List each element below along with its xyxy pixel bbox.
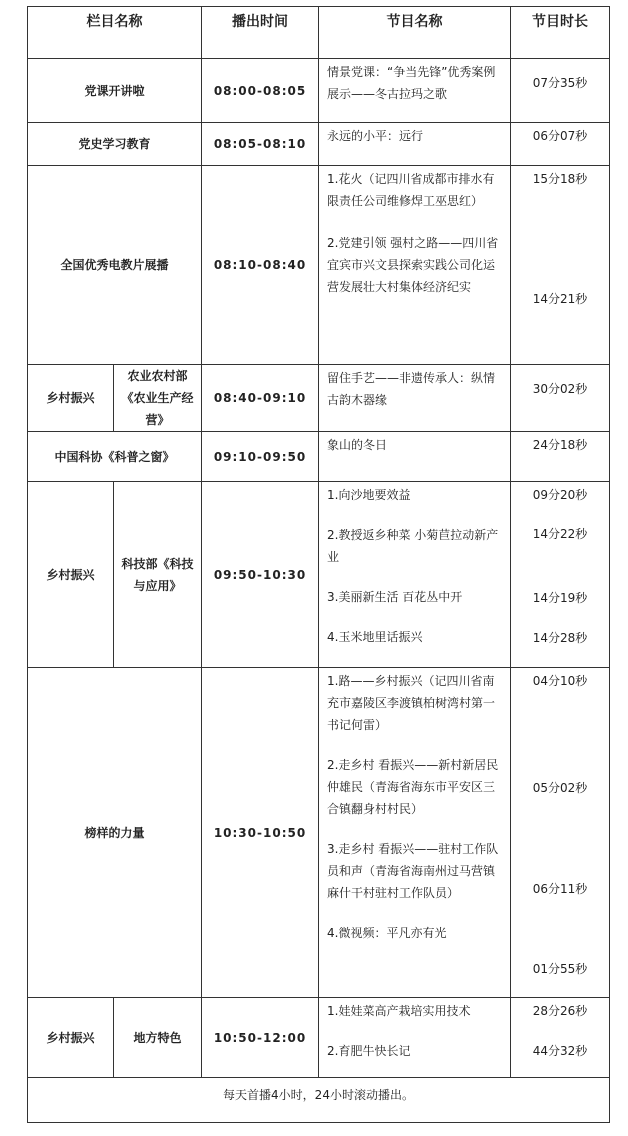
duration: 30分02秒 xyxy=(532,382,588,396)
table-row xyxy=(28,166,610,365)
duration: 05分02秒 xyxy=(532,781,588,795)
table-row xyxy=(28,482,610,668)
footer-note: 每天首播4小时，24小时滚动播出。 xyxy=(28,1078,610,1123)
program-list xyxy=(319,668,511,998)
duration: 14分28秒 xyxy=(532,631,588,645)
air-time: 08:05-08:10 xyxy=(202,123,319,166)
program-list xyxy=(319,482,511,668)
duration: 01分55秒 xyxy=(532,962,588,976)
table-row xyxy=(28,365,610,432)
program-name: 4.微视频：平凡亦有光 xyxy=(327,926,447,940)
program-name: 2.走乡村 看振兴——新村新居民仲雄民（青海省海东市平安区三合镇翻身村村民） xyxy=(327,758,499,816)
program-list xyxy=(319,123,511,166)
column-name: 全国优秀电教片展播 xyxy=(28,166,202,365)
program-name: 1.向沙地要效益 xyxy=(327,488,411,502)
program-name: 3.美丽新生活 百花丛中开 xyxy=(327,590,463,604)
program-name: 留住手艺——非遗传承人：纵情古韵木器缘 xyxy=(327,371,496,407)
footer-row xyxy=(28,1078,610,1123)
duration: 15分18秒 xyxy=(532,172,588,186)
sub-column-name: 科技部《科技与应用》 xyxy=(114,482,202,668)
air-time: 09:10-09:50 xyxy=(202,432,319,482)
program-name: 1.娃娃菜高产栽培实用技术 xyxy=(327,1004,471,1018)
program-list xyxy=(319,365,511,432)
sub-column-name: 农业农村部《农业生产经营》 xyxy=(114,365,202,432)
column-name: 中国科协《科普之窗》 xyxy=(28,432,202,482)
duration-list xyxy=(511,123,610,166)
header-air-time: 播出时间 xyxy=(202,7,319,59)
duration-list xyxy=(511,998,610,1078)
duration: 24分18秒 xyxy=(532,438,588,452)
duration-list xyxy=(511,59,610,123)
duration-list xyxy=(511,166,610,365)
program-name: 1.花火（记四川省成都市排水有限责任公司维修焊工巫思红） xyxy=(327,172,495,208)
air-time: 08:00-08:05 xyxy=(202,59,319,123)
duration-list xyxy=(511,668,610,998)
header-duration: 节目时长 xyxy=(511,7,610,59)
column-group: 乡村振兴 xyxy=(28,365,114,432)
column-name: 党史学习教育 xyxy=(28,123,202,166)
program-name: 2.育肥牛快长记 xyxy=(327,1044,411,1058)
duration: 14分22秒 xyxy=(532,527,588,541)
table-row xyxy=(28,432,610,482)
program-list xyxy=(319,998,511,1078)
program-list xyxy=(319,59,511,123)
program-list xyxy=(319,432,511,482)
air-time: 10:50-12:00 xyxy=(202,998,319,1078)
duration: 06分11秒 xyxy=(532,882,588,896)
table-row xyxy=(28,59,610,123)
duration: 04分10秒 xyxy=(532,674,588,688)
program-name: 1.路——乡村振兴（记四川省南充市嘉陵区李渡镇柏树湾村第一书记何雷） xyxy=(327,674,496,732)
column-group: 乡村振兴 xyxy=(28,998,114,1078)
header-column-name: 栏目名称 xyxy=(28,7,202,59)
program-name: 情景党课：“争当先锋”优秀案例展示——冬古拉玛之歌 xyxy=(327,65,496,101)
table-row xyxy=(28,998,610,1078)
program-name: 永远的小平：远行 xyxy=(327,129,424,143)
program-name: 3.走乡村 看振兴——驻村工作队员和声（青海省海南州过马营镇麻什干村驻村工作队员） xyxy=(327,842,499,900)
program-name: 4.玉米地里话振兴 xyxy=(327,630,423,644)
duration: 07分35秒 xyxy=(532,76,588,90)
duration-list xyxy=(511,432,610,482)
program-name: 2.党建引领 强村之路——四川省宜宾市兴文县探索实践公司化运营发展壮大村集体经济纪实 xyxy=(327,236,499,294)
column-name: 榜样的力量 xyxy=(28,668,202,998)
duration: 44分32秒 xyxy=(532,1044,588,1058)
program-name: 2.教授返乡种菜 小菊苣拉动新产业 xyxy=(327,528,499,564)
table-row xyxy=(28,668,610,998)
duration-list xyxy=(511,482,610,668)
duration: 14分21秒 xyxy=(532,292,588,306)
duration: 09分20秒 xyxy=(532,488,588,502)
duration-list xyxy=(511,365,610,432)
table-row xyxy=(28,123,610,166)
column-name: 党课开讲啦 xyxy=(28,59,202,123)
duration: 06分07秒 xyxy=(532,129,588,143)
air-time: 08:40-09:10 xyxy=(202,365,319,432)
header-program-name: 节目名称 xyxy=(319,7,511,59)
duration: 14分19秒 xyxy=(532,591,588,605)
program-name: 象山的冬日 xyxy=(327,438,388,452)
duration: 28分26秒 xyxy=(532,1004,588,1018)
header-row xyxy=(28,7,610,59)
sub-column-name: 地方特色 xyxy=(114,998,202,1078)
program-list xyxy=(319,166,511,365)
schedule-table xyxy=(27,6,610,1123)
column-group: 乡村振兴 xyxy=(28,482,114,668)
air-time: 10:30-10:50 xyxy=(202,668,319,998)
air-time: 08:10-08:40 xyxy=(202,166,319,365)
air-time: 09:50-10:30 xyxy=(202,482,319,668)
